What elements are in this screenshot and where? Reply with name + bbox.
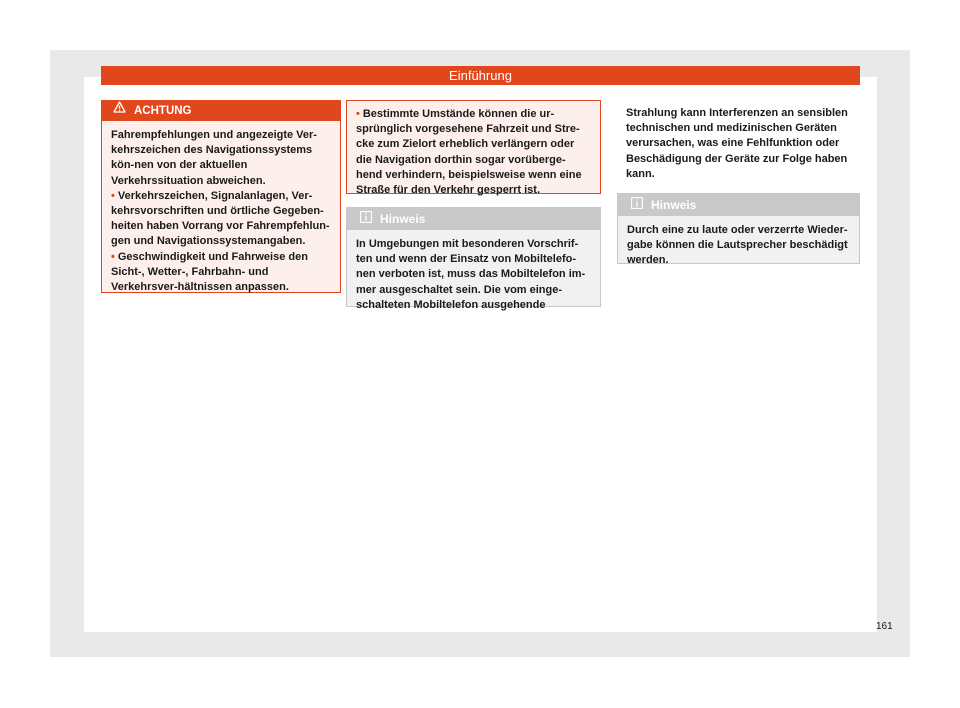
warning-bullet-1: • Verkehrszeichen, Signalanlagen, Ver-kehrsvorschriften und örtliche Gegeben-heiten haben Vorrang vor Fahrempfehlun-gen und Navigationssystemangaben.: [111, 189, 330, 248]
info-icon: [360, 208, 372, 230]
page-number: 161: [876, 621, 893, 632]
hint-text-2: Durch eine zu laute oder verzerrte Wieder-gabe können die Lautsprecher beschädigt werden.: [627, 224, 848, 267]
hint-box-title: [347, 208, 600, 230]
warning-box-title: [102, 101, 340, 121]
hint-box-speakers: [617, 193, 860, 267]
warning-bullet-3: • Bestimmte Umstände können die ur-sprünglich vorgesehene Fahrzeit und Stre-cke zum Zielort erheblich verlängern oder die Navigation dorthin sogar vorüberge-hend verhindern, beispielsweise wenn eine Straße für den Verkehr gesperrt ist.: [356, 108, 582, 197]
warning-title-label: ACHTUNG: [134, 105, 192, 118]
hint-title-label: Hinweis: [651, 198, 697, 212]
section-header: Einführung: [101, 66, 860, 85]
hint-box-mobile-phone: [346, 207, 601, 311]
warning-intro: Fahrempfehlungen und angezeigte Ver-kehrszeichen des Navigationssystems kön-nen von der aktuellen Verkehrssituation abweichen.: [111, 129, 317, 187]
hint-box-title: [618, 194, 859, 216]
continued-paragraph: Strahlung kann Interferenzen an sensiblen technischen und medizinischen Geräten verursachen, was eine Fehlfunktion oder Beschädigung der Geräte zur Folge haben kann.: [626, 107, 848, 180]
hint-text-1: In Umgebungen mit besonderen Vorschrif-ten und wenn der Einsatz von Mobiltelefo-nen verboten ist, muss das Mobiltelefon im-mer ausgeschaltet sein. Die vom einge-schalteten Mobiltelefon ausgehende: [356, 238, 586, 311]
warning-box-continued: [346, 100, 601, 197]
warning-triangle-icon: [113, 100, 126, 120]
warning-box: [101, 100, 341, 293]
hint-title-label: Hinweis: [380, 212, 426, 226]
warning-bullet-2: • Geschwindigkeit und Fahrweise den Sicht-, Wetter-, Fahrbahn- und Verkehrsver-hältnissen anpassen.: [111, 250, 308, 294]
info-icon: [631, 194, 643, 216]
